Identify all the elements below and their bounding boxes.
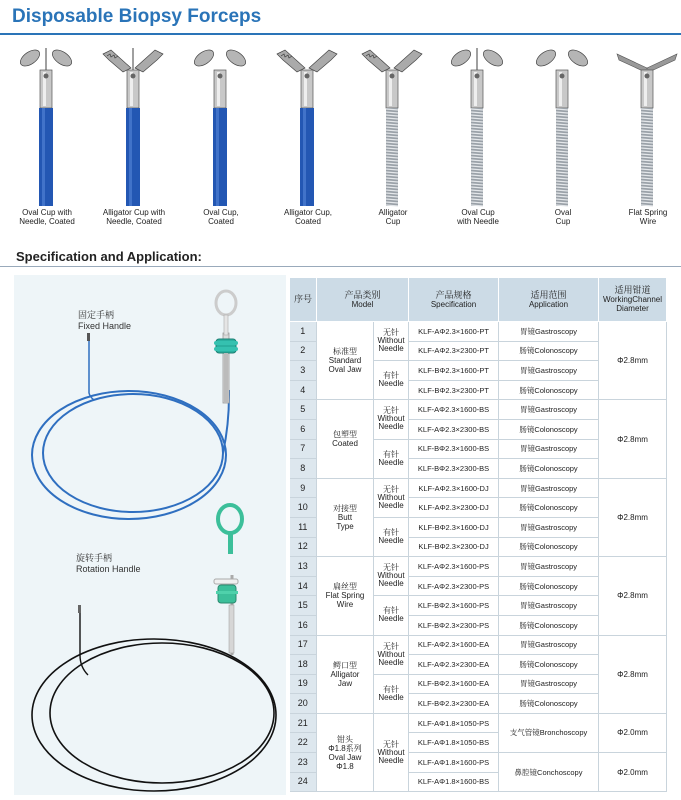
- product-caption-line: Needle, Coated: [106, 217, 162, 226]
- spec-cell: KLF-AΦ2.3×1600-EA: [409, 635, 499, 655]
- table-row: [290, 635, 667, 655]
- product-caption-line: Oval Cup,: [203, 208, 239, 217]
- row-number: 21: [290, 713, 317, 733]
- spec-cell: KLF-AΦ2.3×2300-PS: [409, 576, 499, 596]
- row-number: 17: [290, 635, 317, 655]
- product-item: [522, 46, 604, 246]
- application-cell: 肠镜Colonoscopy: [499, 655, 599, 675]
- application-cell: 肠镜Colonoscopy: [499, 380, 599, 400]
- forceps-coil-illustration: [14, 275, 286, 795]
- forceps-image: [522, 46, 604, 208]
- model-cn: 钳头: [337, 734, 353, 744]
- model-cn: 扁丝型: [333, 582, 357, 592]
- application-cell: 胃镜Gastroscopy: [499, 674, 599, 694]
- needle-en: Without: [377, 492, 405, 502]
- model-en: Oval Jaw: [328, 752, 362, 762]
- table-header-row: [290, 278, 667, 322]
- needle-en: Without: [377, 336, 405, 346]
- row-number: 11: [290, 517, 317, 537]
- needle-en: Needle: [378, 422, 404, 432]
- needle-cn: 无针: [383, 406, 399, 416]
- spec-cell: KLF-AΦ2.3×2300-PT: [409, 341, 499, 361]
- needle-en: Needle: [378, 692, 404, 702]
- row-number: 19: [290, 674, 317, 694]
- product-caption-line: Alligator Cup,: [283, 208, 333, 217]
- application-cell: 胃镜Gastroscopy: [499, 439, 599, 459]
- product-item: [352, 46, 434, 246]
- row-number: 6: [290, 419, 317, 439]
- application-cell: 胃镜Gastroscopy: [499, 517, 599, 537]
- needle-en: Without: [377, 571, 405, 581]
- application-cell: 肠镜Colonoscopy: [499, 615, 599, 635]
- forceps-image: [6, 46, 88, 208]
- forceps-image: [93, 46, 175, 208]
- needle-cell: [374, 478, 409, 517]
- spec-cell: KLF-AΦ2.3×1600-BS: [409, 400, 499, 420]
- header-application: 适用范围 Application: [499, 278, 599, 322]
- model-en: Coated: [332, 439, 358, 449]
- application-cell: 胃镜Gastroscopy: [499, 635, 599, 655]
- table-row: [290, 322, 667, 342]
- model-cell: [317, 635, 374, 713]
- product-caption-line: Oval: [554, 208, 572, 217]
- forceps-image: [352, 46, 434, 208]
- model-cell: [317, 713, 374, 791]
- needle-cn: 无针: [383, 563, 399, 573]
- specification-table: [289, 277, 667, 792]
- table-row: [290, 557, 667, 577]
- row-number: 16: [290, 615, 317, 635]
- spec-cell: KLF-BΦ2.3×1600-BS: [409, 439, 499, 459]
- spec-cell: KLF-AΦ1.8×1050-PS: [409, 713, 499, 733]
- row-number: 13: [290, 557, 317, 577]
- model-en: Jaw: [337, 678, 353, 688]
- spec-cell: KLF-AΦ2.3×2300-BS: [409, 419, 499, 439]
- needle-cn: 有针: [383, 449, 399, 459]
- product-item: [437, 46, 519, 246]
- section-title: Specification and Application:: [16, 249, 202, 264]
- needle-cell: [374, 439, 409, 478]
- product-caption: [261, 208, 355, 226]
- product-caption-line: Cup: [385, 217, 401, 226]
- row-number: 5: [290, 400, 317, 420]
- table-row: [290, 478, 667, 498]
- needle-en: Needle: [378, 614, 404, 624]
- product-caption-line: Cup: [555, 217, 571, 226]
- product-caption-line: Wire: [639, 217, 657, 226]
- product-caption: [346, 208, 440, 226]
- needle-cn: 无针: [383, 484, 399, 494]
- application-cell: 胃镜Gastroscopy: [499, 400, 599, 420]
- needle-en: Without: [377, 747, 405, 757]
- needle-cn: 有针: [383, 528, 399, 538]
- header-spec: 产品规格 Specification: [409, 278, 499, 322]
- model-cell: [317, 478, 374, 556]
- model-en: Φ1.8: [336, 761, 354, 771]
- handle-illustration: [14, 275, 286, 795]
- spec-cell: KLF-AΦ2.3×1600-PT: [409, 322, 499, 342]
- product-item: [6, 46, 88, 246]
- needle-cell: [374, 674, 409, 713]
- fixed-handle-label-cn: 固定手柄: [78, 310, 115, 320]
- needle-en: Needle: [378, 536, 404, 546]
- model-en: Standard: [328, 356, 362, 366]
- row-number: 10: [290, 498, 317, 518]
- title-divider: [0, 33, 681, 35]
- row-number: 24: [290, 772, 317, 792]
- header-no: 序号: [290, 278, 317, 322]
- fixed-handle-label-en: Fixed Handle: [78, 321, 132, 331]
- model-en: Oval Jaw: [328, 365, 362, 375]
- product-caption-line: Oval Cup: [461, 208, 495, 217]
- needle-cn: 无针: [383, 739, 399, 749]
- needle-en: Needle: [378, 755, 404, 765]
- spec-cell: KLF-BΦ2.3×1600-PS: [409, 596, 499, 616]
- product-caption-line: Alligator Cup with: [102, 208, 166, 217]
- forceps-image: [607, 46, 681, 208]
- application-cell: 胃镜Gastroscopy: [499, 322, 599, 342]
- needle-cell: [374, 713, 409, 791]
- product-caption: [431, 208, 525, 226]
- specification-table-body: [290, 322, 667, 792]
- rotation-handle-label-cn: 旋转手柄: [76, 553, 113, 563]
- working-channel-cell: Φ2.8mm: [599, 557, 667, 635]
- application-cell: 胃镜Gastroscopy: [499, 596, 599, 616]
- model-cn: 对接型: [333, 503, 357, 513]
- product-caption: [601, 208, 681, 226]
- needle-en: Needle: [378, 657, 404, 667]
- working-channel-cell: Φ2.8mm: [599, 400, 667, 478]
- page-title: Disposable Biopsy Forceps: [12, 6, 262, 27]
- needle-en: Needle: [378, 379, 404, 389]
- row-number: 22: [290, 733, 317, 753]
- spec-cell: KLF-BΦ2.3×1600-PT: [409, 361, 499, 381]
- working-channel-cell: Φ2.0mm: [599, 713, 667, 752]
- needle-cell: [374, 517, 409, 556]
- table-row: [290, 400, 667, 420]
- product-caption: [516, 208, 610, 226]
- product-item: [93, 46, 175, 246]
- spec-cell: KLF-BΦ2.3×2300-DJ: [409, 537, 499, 557]
- row-number: 8: [290, 459, 317, 479]
- row-number: 23: [290, 753, 317, 773]
- product-caption-line: with Needle: [457, 217, 499, 226]
- application-cell: 肠镜Colonoscopy: [499, 576, 599, 596]
- needle-en: Needle: [378, 579, 404, 589]
- product-caption-line: Coated: [208, 217, 234, 226]
- spec-cell: KLF-AΦ2.3×1600-DJ: [409, 478, 499, 498]
- spec-cell: KLF-AΦ1.8×1050-BS: [409, 733, 499, 753]
- row-number: 2: [290, 341, 317, 361]
- product-item: [267, 46, 349, 246]
- application-cell: 胃镜Gastroscopy: [499, 361, 599, 381]
- model-en: Butt: [337, 512, 353, 522]
- row-number: 12: [290, 537, 317, 557]
- product-item: [180, 46, 262, 246]
- product-caption: [87, 208, 181, 226]
- application-cell: 胃镜Gastroscopy: [499, 557, 599, 577]
- needle-cn: 有针: [383, 606, 399, 616]
- header-working-channel: 适用钳道 WorkingChannel Diameter: [599, 278, 667, 322]
- row-number: 4: [290, 380, 317, 400]
- model-en: Alligator: [330, 669, 360, 679]
- spec-cell: KLF-BΦ2.3×1600-DJ: [409, 517, 499, 537]
- row-number: 3: [290, 361, 317, 381]
- row-number: 14: [290, 576, 317, 596]
- needle-cell: [374, 596, 409, 635]
- needle-cell: [374, 322, 409, 361]
- needle-cell: [374, 400, 409, 439]
- product-caption-line: Needle, Coated: [19, 217, 75, 226]
- section-divider: [0, 266, 681, 267]
- application-cell: 肠镜Colonoscopy: [499, 341, 599, 361]
- model-cell: [317, 400, 374, 478]
- spec-cell: KLF-AΦ1.8×1600-PS: [409, 753, 499, 773]
- spec-cell: KLF-BΦ2.3×2300-PS: [409, 615, 499, 635]
- model-cell: [317, 557, 374, 635]
- spec-cell: KLF-BΦ2.3×2300-PT: [409, 380, 499, 400]
- model-cn: 鳄口型: [333, 660, 357, 670]
- needle-en: Without: [377, 414, 405, 424]
- working-channel-cell: Φ2.0mm: [599, 753, 667, 792]
- model-cn: 标准型: [333, 347, 357, 357]
- product-caption: [0, 208, 94, 226]
- spec-cell: KLF-AΦ2.3×1600-PS: [409, 557, 499, 577]
- header-model: 产品类别 Model: [317, 278, 409, 322]
- product-caption-line: Oval Cup with: [22, 208, 72, 217]
- product-caption: [174, 208, 268, 226]
- row-number: 1: [290, 322, 317, 342]
- rotation-handle-label-en: Rotation Handle: [76, 564, 141, 574]
- model-en: Wire: [336, 600, 354, 610]
- needle-cn: 有针: [383, 371, 399, 381]
- working-channel-cell: Φ2.8mm: [599, 478, 667, 556]
- model-cell: [317, 322, 374, 400]
- row-number: 20: [290, 694, 317, 714]
- row-number: 15: [290, 596, 317, 616]
- spec-cell: KLF-BΦ2.3×2300-EA: [409, 694, 499, 714]
- needle-en: Needle: [378, 457, 404, 467]
- application-cell: 鼻腔镜Conchoscopy: [499, 753, 599, 792]
- needle-en: Needle: [378, 344, 404, 354]
- needle-cn: 无针: [383, 328, 399, 338]
- application-cell: 支气管镜Bronchoscopy: [499, 713, 599, 752]
- application-cell: 胃镜Gastroscopy: [499, 478, 599, 498]
- product-caption-line: Alligator: [378, 208, 408, 217]
- needle-cell: [374, 635, 409, 674]
- needle-cn: 有针: [383, 684, 399, 694]
- application-cell: 肠镜Colonoscopy: [499, 537, 599, 557]
- needle-cn: 无针: [383, 641, 399, 651]
- needle-cell: [374, 361, 409, 400]
- spec-cell: KLF-BΦ2.3×2300-BS: [409, 459, 499, 479]
- model-cn: Φ1.8系列: [328, 743, 362, 753]
- spec-cell: KLF-AΦ1.8×1600-BS: [409, 772, 499, 792]
- application-cell: 肠镜Colonoscopy: [499, 498, 599, 518]
- row-number: 7: [290, 439, 317, 459]
- spec-cell: KLF-AΦ2.3×2300-DJ: [409, 498, 499, 518]
- working-channel-cell: Φ2.8mm: [599, 322, 667, 400]
- model-cn: 包塑型: [333, 430, 357, 440]
- forceps-image: [267, 46, 349, 208]
- rotation-handle-forceps-image: [32, 505, 276, 791]
- spec-cell: KLF-AΦ2.3×2300-EA: [409, 655, 499, 675]
- fixed-handle-forceps-image: [32, 291, 238, 519]
- forceps-image: [437, 46, 519, 208]
- model-en: Flat Spring: [325, 591, 365, 601]
- needle-en: Without: [377, 649, 405, 659]
- working-channel-cell: Φ2.8mm: [599, 635, 667, 713]
- application-cell: 肠镜Colonoscopy: [499, 694, 599, 714]
- spec-cell: KLF-BΦ2.3×1600-EA: [409, 674, 499, 694]
- application-cell: 肠镜Colonoscopy: [499, 419, 599, 439]
- row-number: 18: [290, 655, 317, 675]
- product-item: [607, 46, 681, 246]
- row-number: 9: [290, 478, 317, 498]
- product-caption-line: Coated: [295, 217, 321, 226]
- forceps-image: [180, 46, 262, 208]
- model-en: Type: [336, 521, 354, 531]
- needle-cell: [374, 557, 409, 596]
- needle-en: Needle: [378, 500, 404, 510]
- application-cell: 肠镜Colonoscopy: [499, 459, 599, 479]
- table-row: [290, 713, 667, 733]
- product-caption-line: Flat Spring: [628, 208, 668, 217]
